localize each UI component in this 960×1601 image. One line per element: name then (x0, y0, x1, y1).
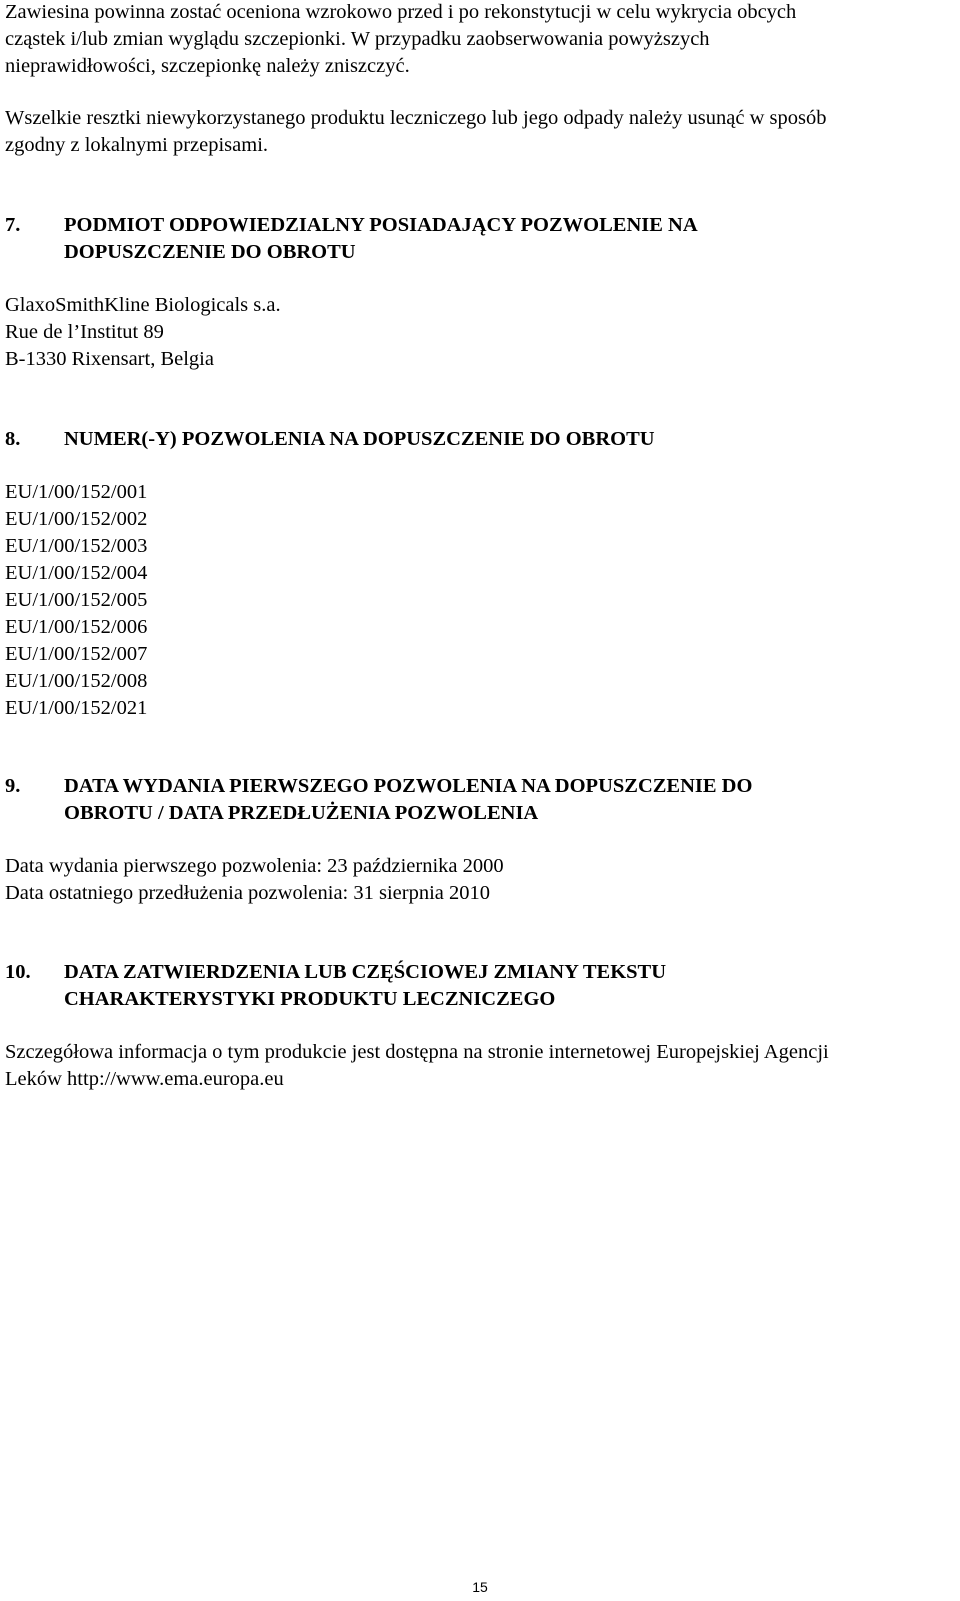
section-title-line: DOPUSZCZENIE DO OBROTU (64, 241, 356, 263)
section-title-line: PODMIOT ODPOWIEDZIALNY POSIADAJĄCY POZWOLENIE NA (64, 214, 698, 236)
section-title (64, 959, 945, 1013)
ema-information-paragraph (5, 1039, 945, 1093)
section-8-heading (5, 426, 945, 453)
page-number: 15 (472, 1579, 488, 1595)
list-item: EU/1/00/152/001 (5, 481, 148, 503)
list-item: EU/1/00/152/006 (5, 616, 148, 638)
authorisation-numbers-list (5, 479, 945, 722)
disposal-paragraph (5, 105, 945, 159)
list-item: EU/1/00/152/008 (5, 670, 148, 692)
city-country: B-1330 Rixensart, Belgia (5, 348, 214, 370)
paragraph-line: cząstek i/lub zmian wyglądu szczepionki. W przypadku zaobserwowania powyższych (5, 28, 710, 50)
paragraph-line: zgodny z lokalnymi przepisami. (5, 134, 269, 156)
section-title-line: OBROTU / DATA PRZEDŁUŻENIA POZWOLENIA (64, 802, 539, 824)
street-address: Rue de l’Institut 89 (5, 321, 164, 343)
paragraph-line: nieprawidłowości, szczepionkę należy zniszczyć. (5, 55, 410, 77)
marketing-authorisation-holder-address (5, 292, 945, 373)
paragraph-line: Szczegółowa informacja o tym produkcie jest dostępna na stronie internetowej Europejskiej Agencji (5, 1041, 829, 1063)
section-title (64, 212, 945, 266)
section-title-line: DATA ZATWIERDZENIA LUB CZĘŚCIOWEJ ZMIANY TEKSTU (64, 961, 667, 983)
list-item: EU/1/00/152/005 (5, 589, 148, 611)
section-9-heading (5, 773, 945, 827)
first-authorisation-date: Data wydania pierwszego pozwolenia: 23 października 2000 (5, 855, 504, 877)
list-item: EU/1/00/152/007 (5, 643, 148, 665)
paragraph-line: Zawiesina powinna zostać oceniona wzrokowo przed i po rekonstytucji w celu wykrycia obcych (5, 1, 797, 23)
section-title-line: CHARAKTERYSTYKI PRODUKTU LECZNICZEGO (64, 988, 556, 1010)
section-number: 7. (5, 214, 21, 236)
company-name: GlaxoSmithKline Biologicals s.a. (5, 294, 281, 316)
section-7-heading (5, 212, 945, 266)
list-item: EU/1/00/152/003 (5, 535, 148, 557)
paragraph-line: Wszelkie resztki niewykorzystanego produktu leczniczego lub jego odpady należy usunąć w sposób (5, 107, 827, 129)
section-10-heading (5, 959, 945, 1013)
list-item: EU/1/00/152/021 (5, 697, 148, 719)
section-title (64, 773, 945, 827)
paragraph-line: Leków http://www.ema.europa.eu (5, 1068, 284, 1090)
section-number: 9. (5, 775, 21, 797)
renewal-date: Data ostatniego przedłużenia pozwolenia: 31 sierpnia 2010 (5, 882, 491, 904)
list-item: EU/1/00/152/004 (5, 562, 148, 584)
section-number: 10. (5, 961, 31, 983)
section-title-line: NUMER(-Y) POZWOLENIA NA DOPUSZCZENIE DO OBROTU (64, 428, 655, 450)
section-title (64, 426, 945, 453)
authorisation-dates (5, 853, 945, 907)
section-title-line: DATA WYDANIA PIERWSZEGO POZWOLENIA NA DOPUSZCZENIE DO (64, 775, 753, 797)
reconstitution-inspection-paragraph (5, 0, 945, 80)
list-item: EU/1/00/152/002 (5, 508, 148, 530)
section-number: 8. (5, 428, 21, 450)
